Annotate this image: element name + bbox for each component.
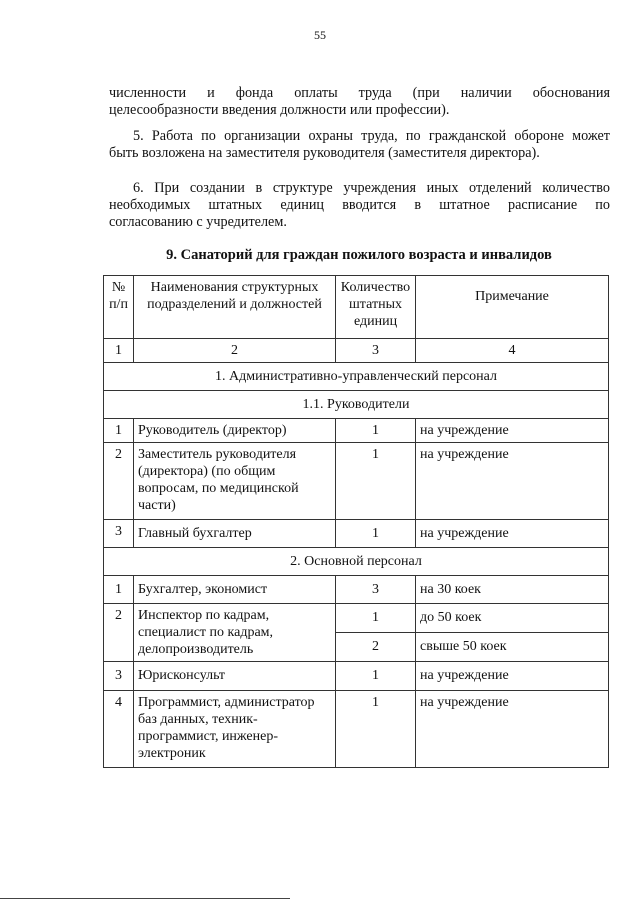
paragraph-6 xyxy=(109,180,610,231)
row-count: 1 xyxy=(336,691,416,768)
table-header-row xyxy=(104,276,609,339)
row-num: 4 xyxy=(104,691,134,768)
page-number: 55 xyxy=(314,28,326,42)
section-label: 2. Основной персонал xyxy=(104,548,609,576)
row-count: 1 xyxy=(336,662,416,691)
header-name: Наименования структурных подразделений и должностей xyxy=(134,276,336,339)
header-count: Количество штатных единиц xyxy=(336,276,416,339)
row-num: 2 xyxy=(104,443,134,520)
header-note: Примечание xyxy=(416,276,609,339)
table-row xyxy=(104,604,609,633)
col-number: 4 xyxy=(416,339,609,363)
table-row xyxy=(104,691,609,768)
row-num: 3 xyxy=(104,520,134,548)
col-number: 3 xyxy=(336,339,416,363)
page-bottom-rule xyxy=(0,898,290,899)
table-row xyxy=(104,419,609,443)
paragraph-continuation xyxy=(109,85,610,119)
row-count: 3 xyxy=(336,576,416,604)
col-number: 1 xyxy=(104,339,134,363)
row-num: 1 xyxy=(104,576,134,604)
row-name: Программист, администратор баз данных, техник-программист, инженер-электроник xyxy=(134,691,336,768)
row-name: Бухгалтер, экономист xyxy=(134,576,336,604)
row-count: 1 xyxy=(336,443,416,520)
paragraph-5 xyxy=(109,128,610,162)
section-label: 1. Административно-управленческий персонал xyxy=(104,363,609,391)
row-note: на учреждение xyxy=(416,419,609,443)
row-note: на учреждение xyxy=(416,443,609,520)
row-name: Руководитель (директор) xyxy=(134,419,336,443)
paragraph-line: 5. Работа по организации охраны труда, по гражданской обороне может xyxy=(133,128,610,144)
paragraph-line: согласованию с учредителем. xyxy=(109,214,287,230)
staff-table xyxy=(103,275,609,768)
row-num: 3 xyxy=(104,662,134,691)
row-name: Заместитель руководителя (директора) (по общим вопросам, по медицинской части) xyxy=(134,443,336,520)
subsection-label: 1.1. Руководители xyxy=(104,391,609,419)
section-title: 9. Санаторий для граждан пожилого возраста и инвалидов xyxy=(166,247,552,263)
row-num: 1 xyxy=(104,419,134,443)
row-note: на учреждение xyxy=(416,520,609,548)
row-count: 2 xyxy=(336,633,416,662)
row-name: Главный бухгалтер xyxy=(134,520,336,548)
table-row xyxy=(104,576,609,604)
column-number-row xyxy=(104,339,609,363)
paragraph-line: быть возложена на заместителя руководителя (заместителя директора). xyxy=(109,145,540,161)
table-row xyxy=(104,520,609,548)
paragraph-line: необходимых штатных единиц вводится в штатное расписание по xyxy=(109,197,610,213)
subsection-row xyxy=(104,391,609,419)
row-num: 2 xyxy=(104,604,134,662)
row-note: до 50 коек xyxy=(416,604,609,633)
paragraph-line: численности и фонда оплаты труда (при наличии обоснования xyxy=(109,85,610,101)
row-name: Юрисконсульт xyxy=(134,662,336,691)
row-note: на учреждение xyxy=(416,662,609,691)
paragraph-line: 6. При создании в структуре учреждения иных отделений количество xyxy=(133,180,610,196)
table-row xyxy=(104,443,609,520)
row-note: свыше 50 коек xyxy=(416,633,609,662)
header-num: № п/п xyxy=(104,276,134,339)
table-row xyxy=(104,662,609,691)
row-count: 1 xyxy=(336,419,416,443)
row-count: 1 xyxy=(336,520,416,548)
row-note: на учреждение xyxy=(416,691,609,768)
paragraph-line: целесообразности введения должности или профессии). xyxy=(109,102,450,118)
row-name: Инспектор по кадрам, специалист по кадрам, делопроизводитель xyxy=(134,604,336,662)
row-count: 1 xyxy=(336,604,416,633)
col-number: 2 xyxy=(134,339,336,363)
section-row xyxy=(104,548,609,576)
section-row xyxy=(104,363,609,391)
row-note: на 30 коек xyxy=(416,576,609,604)
